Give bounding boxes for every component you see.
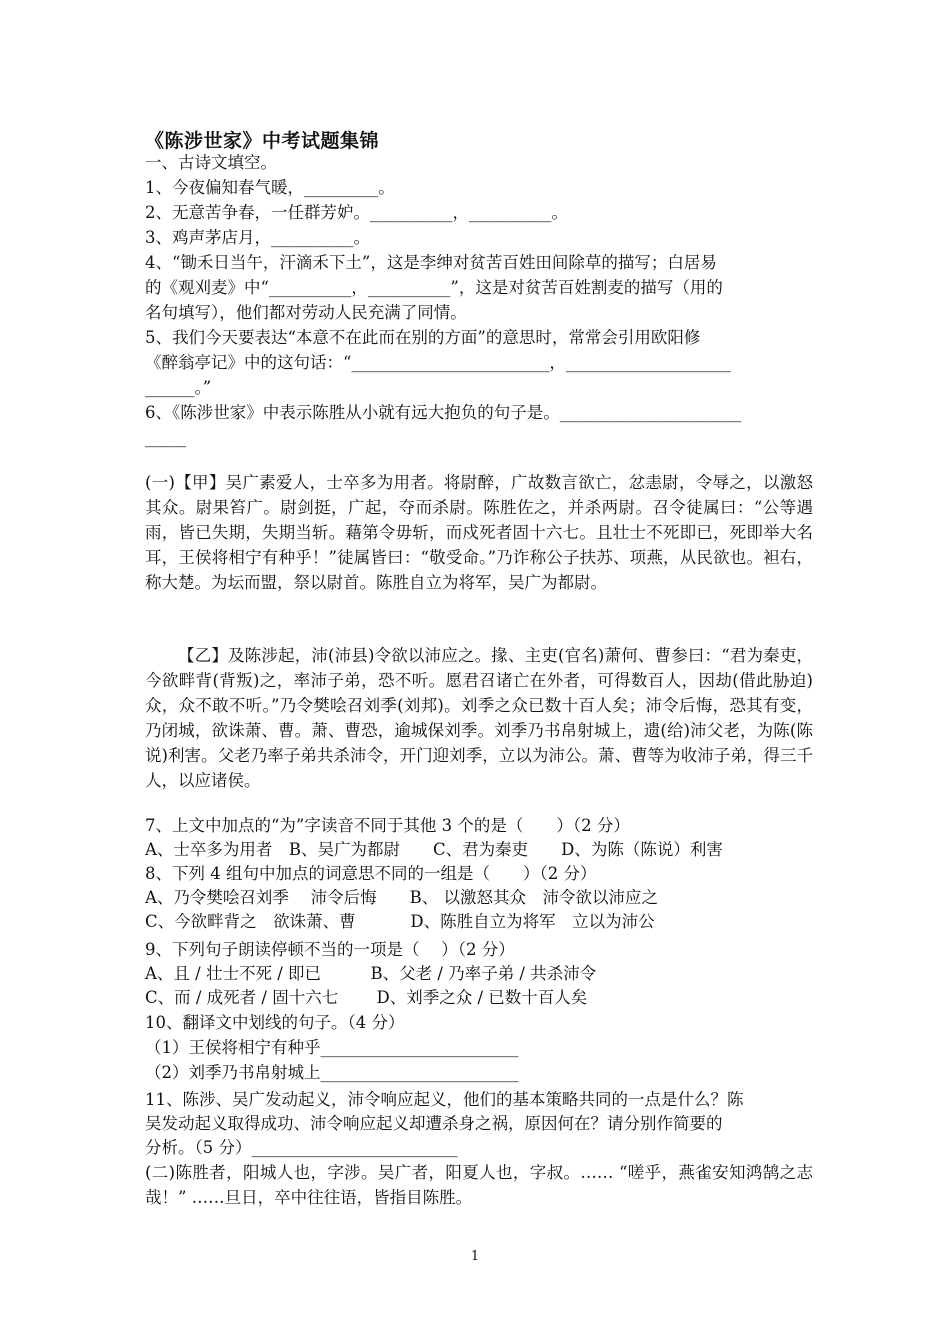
- question-11-line-3: 分析。（5 分）_________________________: [145, 1138, 458, 1157]
- fill-line-1: 1、今夜偏知春气暖，_________。: [145, 178, 395, 197]
- document-title: 《陈涉世家》中考试题集锦: [145, 130, 380, 152]
- page-number: 1: [470, 1249, 480, 1264]
- question-9: 9、下列句子朗读停顿不当的一项是（ ）（2 分）: [145, 940, 515, 959]
- question-9-options-ab: A、且 / 壮士不死 / 即已 B、父老 / 乃率子弟 / 共杀沛令: [145, 964, 597, 983]
- fill-line-2: 2、无意苦争春，一任群芳妒。__________，__________。: [145, 203, 568, 222]
- question-8-options-cd: C、今欲畔背之 欲诛萧、曹 D、陈胜自立为将军 立以为沛公: [145, 912, 655, 931]
- passage-2: (二)陈胜者，阳城人也，字涉。吴广者，阳夏人也，字叔。…… “嗟乎，燕雀安知鸿鹄之志哉！” ……旦日，卒中往往语，皆指目陈胜。: [145, 1163, 813, 1207]
- question-9-options-cd: C、而 / 成死者 / 固十六七 D、刘季之众 / 已数十百人矣: [145, 988, 588, 1007]
- fill-line-6b: _____: [145, 428, 187, 447]
- question-10: 10、翻译文中划线的句子。（4 分）: [145, 1013, 405, 1032]
- fill-line-5a: 5、我们今天要表达“本意不在此而在别的方面”的意思时，常常会引用欧阳修: [145, 328, 701, 347]
- question-10-item-1: （1）王侯将相宁有种乎________________________: [145, 1038, 519, 1057]
- passage-jia: (一)【甲】吴广素爱人，士卒多为用者。将尉醉，广故数言欲亡，忿恚尉，令辱之，以激怒其众。尉果笞广。尉剑挺，广起，夺而杀尉。陈胜佐之，并杀两尉。召令徒属曰：“公等遇雨，皆已失期，失期当斩。藉第令毋斩，而戍死者固十六七。且壮士不死即已，死即举大名耳，王侯将相宁有种乎！”徒属皆曰：“敬受命。”乃诈称公子扶苏、项燕，从民欲也。袒右，称大楚。为坛而盟，祭以尉首。陈胜自立为将军，吴广为都尉。: [145, 473, 813, 592]
- fill-line-5c: ______。”: [145, 378, 212, 397]
- question-10-item-2: （2）刘季乃书帛射城上________________________: [145, 1063, 519, 1082]
- question-11-line-2: 吴发动起义取得成功、沛令响应起义却遭杀身之祸，原因何在？请分别作简要的: [145, 1114, 723, 1133]
- question-8-options-ab: A、乃令樊哙召刘季 沛令后悔 B、 以激怒其众 沛令欲以沛应之: [145, 888, 659, 907]
- question-7-options: A、士卒多为用者 B、吴广为都尉 C、君为秦吏 D、为陈（陈说）利害: [145, 840, 723, 859]
- section-heading: 一、古诗文填空。: [145, 153, 277, 172]
- fill-line-6a: 6、《陈涉世家》中表示陈胜从小就有远大抱负的句子是。______________________: [145, 403, 742, 422]
- fill-line-4c: 名句填写），他们都对劳动人民充满了同情。: [145, 303, 467, 322]
- passage-yi: 【乙】及陈涉起，沛(沛县)令欲以沛应之。掾、主吏(官名)萧何、曹参曰：“君为秦吏，今欲畔背(背叛)之，率沛子弟，恐不听。愿君召诸亡在外者，可得数百人，因劫(借此胁迫)众，众不敢不听。”乃令樊哙召刘季(刘邦)。刘季之众已数十百人矣；沛令后悔，恐其有变，乃闭城，欲诛萧、曹。萧、曹恐，逾城保刘季。刘季乃书帛射城上，遗(给)沛父老，为陈(陈说)利害。父老乃率子弟共杀沛令，开门迎刘季，立以为沛公。萧、曹等为收沛子弟，得三千人，以应诸侯。: [145, 646, 813, 790]
- fill-line-4a: 4、“锄禾日当午，汗滴禾下土”，这是李绅对贫苦百姓田间除草的描写；白居易: [145, 253, 717, 272]
- fill-line-3: 3、鸡声茅店月，__________。: [145, 228, 370, 247]
- question-7: 7、上文中加点的“为”字读音不同于其他 3 个的是（ ）（2 分）: [145, 816, 630, 835]
- question-8: 8、下列 4 组句中加点的词意思不同的一组是（ ）（2 分）: [145, 864, 597, 883]
- fill-line-5b: 《醉翁亭记》中的这句话：“________________________，____________________: [145, 353, 731, 372]
- fill-line-4b: 的《观刈麦》中“__________，__________”，这是对贫苦百姓割麦的描写（用的: [145, 278, 723, 297]
- question-11-line-1: 11、陈涉、吴广发动起义，沛令响应起义，他们的基本策略共同的一点是什么？陈: [145, 1090, 744, 1109]
